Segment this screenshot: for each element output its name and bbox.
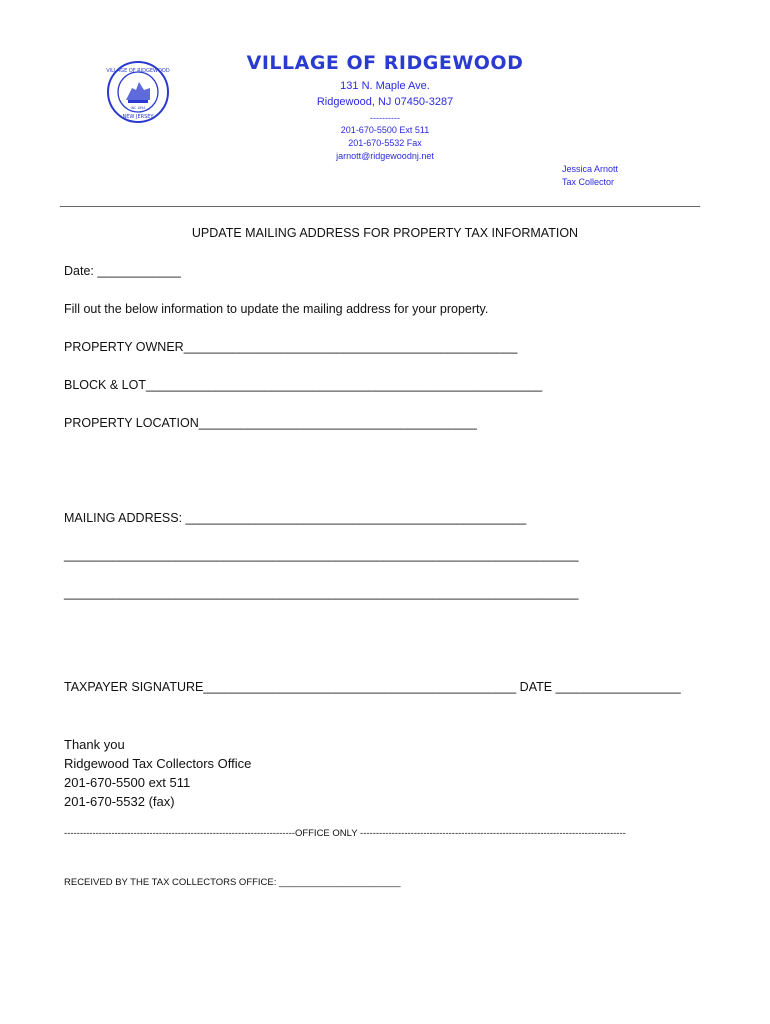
address-line-2: Ridgewood, NJ 07450-3287 xyxy=(316,96,454,108)
office-only-divider: -------------------------------------------------------------------------OFFICE ONLY ------------------------------------------------------------------------------------ xyxy=(64,828,626,839)
office-phone: 201-670-5500 ext 511 xyxy=(64,775,191,790)
mailing-address-line-3[interactable]: __________________________________________________________________________ xyxy=(64,586,579,600)
property-owner-field[interactable]: PROPERTY OWNER________________________________________________ xyxy=(64,340,518,354)
property-location-field[interactable]: PROPERTY LOCATION________________________________________ xyxy=(64,416,477,430)
address-line-1: 131 N. Maple Ave. xyxy=(340,80,430,92)
instructions-text: Fill out the below information to update the mailing address for your property. xyxy=(64,302,489,316)
thank-you-text: Thank you xyxy=(64,737,125,752)
address-separator: ---------- xyxy=(370,113,400,123)
phone-number: 201-670-5500 Ext 511 xyxy=(340,125,430,135)
taxpayer-signature-field[interactable]: TAXPAYER SIGNATURE_____________________________________________ DATE __________________ xyxy=(64,680,681,694)
svg-text:NEW JERSEY: NEW JERSEY xyxy=(122,114,154,120)
form-heading: UPDATE MAILING ADDRESS FOR PROPERTY TAX INFORMATION xyxy=(191,226,579,240)
mailing-address-line-2[interactable]: __________________________________________________________________________ xyxy=(64,548,579,562)
office-fax: 201-670-5532 (fax) xyxy=(64,794,175,809)
block-lot-field[interactable]: BLOCK & LOT_________________________________________________________ xyxy=(64,378,543,392)
header-divider xyxy=(60,206,700,207)
received-by-field[interactable]: RECEIVED BY THE TAX COLLECTORS OFFICE: _______________________ xyxy=(64,877,401,888)
fax-number: 201-670-5532 Fax xyxy=(348,138,422,148)
letterhead-title: VILLAGE OF RIDGEWOOD xyxy=(246,52,524,74)
official-name: Jessica Arnott xyxy=(562,164,619,174)
svg-text:INC 1894: INC 1894 xyxy=(130,106,146,110)
svg-text:VILLAGE OF RIDGEWOOD: VILLAGE OF RIDGEWOOD xyxy=(106,68,170,74)
email-address: jarnott@ridgewoodnj.net xyxy=(336,151,434,161)
mailing-address-field[interactable]: MAILING ADDRESS: _________________________________________________ xyxy=(64,511,527,525)
office-name: Ridgewood Tax Collectors Office xyxy=(64,756,252,771)
official-title: Tax Collector xyxy=(562,177,615,187)
date-field[interactable]: Date: ____________ xyxy=(64,264,181,278)
